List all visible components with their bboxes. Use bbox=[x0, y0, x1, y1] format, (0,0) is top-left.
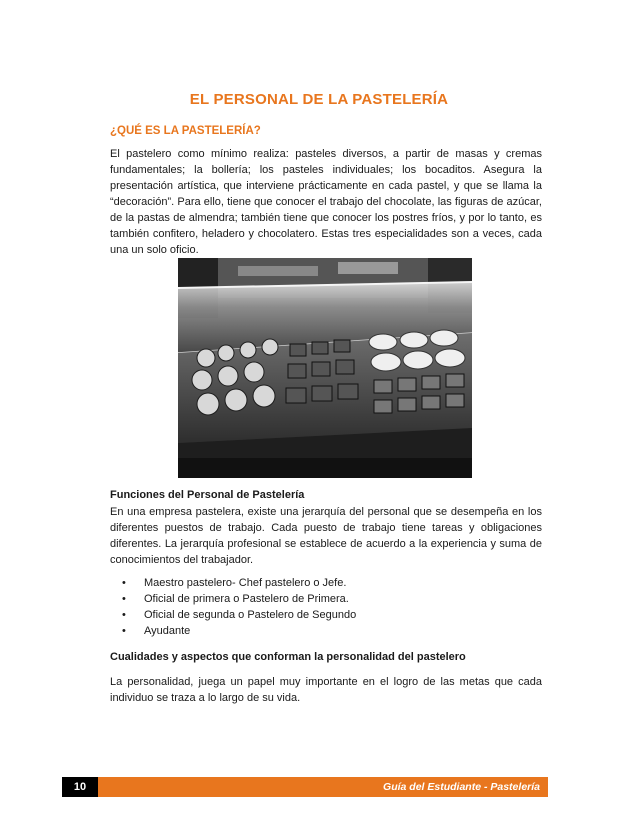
funciones-heading: Funciones del Personal de Pastelería bbox=[110, 489, 305, 501]
page-number: 10 bbox=[62, 777, 98, 797]
page-title: EL PERSONAL DE LA PASTELERÍA bbox=[189, 91, 449, 108]
footer-guide-title: Guía del Estudiante - Pastelería bbox=[98, 777, 548, 797]
cualidades-heading: Cualidades y aspectos que conforman la personalidad del pastelero bbox=[110, 651, 466, 663]
pastry-display-image bbox=[178, 258, 472, 478]
section-subtitle: ¿QUÉ ES LA PASTELERÍA? bbox=[110, 125, 261, 137]
list-item: • Ayudante bbox=[122, 625, 191, 637]
pastry-display-photo bbox=[178, 258, 472, 478]
list-item: • Oficial de segunda o Pastelero de Segundo bbox=[122, 609, 357, 621]
bullet-icon: • bbox=[122, 593, 126, 605]
hierarchy-list bbox=[110, 575, 356, 639]
bullet-icon: • bbox=[122, 609, 126, 621]
cualidades-paragraph: La personalidad, juega un papel muy importante en el logro de las metas que cada individuo se traza a lo largo de su vida. bbox=[110, 676, 542, 704]
list-item: • Oficial de primera o Pastelero de Primera. bbox=[122, 593, 349, 605]
bullet-icon: • bbox=[122, 625, 126, 637]
intro-paragraph: El pastelero como mínimo realiza: pasteles diversos, a partir de masas y cremas fundamentales; la bollería; los pasteles individuales; los bocaditos. Asegura la presentación artística, que interviene prácticamente en cada pastel, y que se llama la “decoración”. Para ello, tiene que conocer el trabajo del chocolate, las figuras de azúcar, de la pastas de almendra; también tiene que conocer los postres fríos, y por lo tanto, es también confitero, heladero y chocolatero. Estas tres especialidades son a veces, cada una un solo oficio. bbox=[110, 148, 542, 256]
bullet-icon: • bbox=[122, 577, 126, 589]
list-item: • Maestro pastelero- Chef pastelero o Jefe. bbox=[122, 577, 347, 589]
page-footer bbox=[62, 777, 548, 797]
funciones-paragraph: En una empresa pastelera, existe una jerarquía del personal que se desempeña en los diferentes puestos de trabajo. Cada puesto de trabajo tiene tareas y obligaciones diferentes. La jerarquía profesional se establece de acuerdo a la experiencia y suma de conocimientos del trabajador. bbox=[110, 506, 542, 566]
